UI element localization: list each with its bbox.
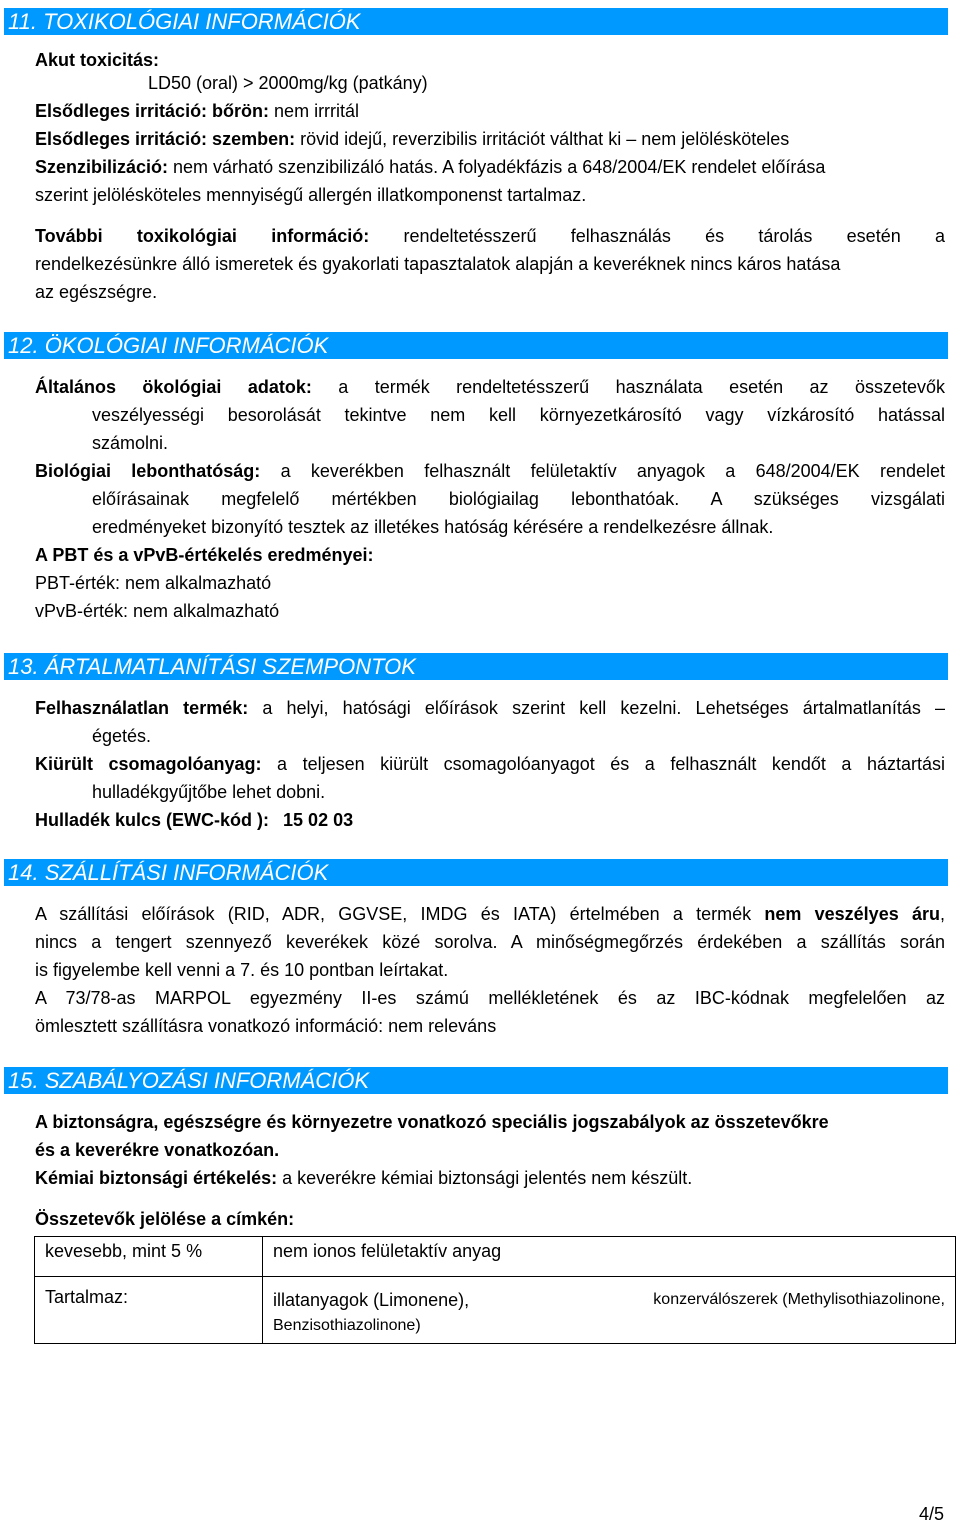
sensitization: Szenzibilizáció: nem várható szenzibilizáló hatás. A folyadékfázis a 648/2004/EK rendelet előírása: [35, 157, 826, 177]
components-table: [34, 1236, 956, 1344]
pbt-heading: A PBT és a vPvB-értékelés eredményei:: [35, 545, 374, 565]
table-row: [35, 1237, 956, 1277]
eye-irritation: Elsődleges irritáció: szemben: rövid idejű, reverzibilis irritációt válthat ki – nem jelölésköteles: [35, 129, 790, 149]
table-row: [35, 1277, 956, 1344]
transport-p1-line2: nincs a tengert szennyező keverékek közé sorolva. A minőségmegőrzés érdekében a szállítás során: [35, 932, 945, 952]
law-heading-line2: és a keverékre vonatkozóan.: [35, 1140, 280, 1160]
label-heading: Összetevők jelölése a címkén:: [35, 1209, 295, 1229]
vpvb-value: vPvB-érték: nem alkalmazható: [35, 601, 280, 621]
law-heading: A biztonságra, egészségre és környezetre vonatkozó speciális jogszabályok az összetevőkre: [35, 1112, 829, 1132]
table-cell: kevesebb, mint 5 %: [35, 1237, 263, 1277]
transport-p1-line3: is figyelembe kell venni a 7. és 10 pontban leírtakat.: [35, 960, 449, 980]
acute-toxicity-label: Akut toxicitás:: [35, 50, 160, 70]
biodegradability-line3: eredményeket bizonyító tesztek az illetékes hatóság kérésére a rendelkezésre állnak.: [92, 517, 774, 537]
further-tox-line2: rendelkezésünkre álló ismeretek és gyakorlati tapasztalatok alapján a keveréknek nincs káros hatása: [35, 254, 841, 274]
table-cell: nem ionos felületaktív anyag: [263, 1237, 956, 1277]
general-eco-line3: számolni.: [92, 433, 169, 453]
general-eco-line2: veszélyességi besorolását tekintve nem kell környezetkárosító vagy vízkárosító hatással: [92, 405, 945, 425]
biodegradability-line2: előírásainak megfelelő mértékben biológiailag lebonthatóak. A szükséges vizsgálati: [92, 489, 945, 509]
general-eco-data: Általános ökológiai adatok: a termék rendeltetésszerű használata esetén az összetevők: [35, 377, 945, 397]
table-cell: [263, 1277, 956, 1344]
unused-product: Felhasználatlan termék: a helyi, hatósági előírások szerint kell kezelni. Lehetséges ártalmatlanítás –: [35, 698, 945, 718]
transport-p2-line2: ömlesztett szállításra vonatkozó információ: nem releváns: [35, 1016, 497, 1036]
ingredients-preservatives: konzerválószerek (Methylisothiazolinone,: [653, 1291, 945, 1308]
section-15-header: 15. SZABÁLYOZÁSI INFORMÁCIÓK: [4, 1067, 948, 1094]
section-13-header: 13. ÁRTALMATLANÍTÁSI SZEMPONTOK: [4, 653, 948, 680]
chemical-safety-assessment: Kémiai biztonsági értékelés: a keverékre kémiai biztonsági jelentés nem készült.: [35, 1168, 693, 1188]
skin-irritation: Elsődleges irritáció: bőrön: nem irrritál: [35, 101, 360, 121]
page-number: 4/5: [918, 1504, 944, 1524]
unused-product-line2: égetés.: [92, 726, 152, 746]
sensitization-line2: szerint jelölésköteles mennyiségű allergén illatkomponenst tartalmaz.: [35, 185, 587, 205]
section-12-header: 12. ÖKOLÓGIAI INFORMÁCIÓK: [4, 332, 948, 359]
empty-packaging-line2: hulladékgyűjtőbe lehet dobni.: [92, 782, 326, 802]
ld50-value: LD50 (oral) > 2000mg/kg (patkány): [148, 73, 428, 93]
section-14-header: 14. SZÁLLÍTÁSI INFORMÁCIÓK: [4, 859, 948, 886]
transport-p2: A 73/78-as MARPOL egyezmény II-es számú mellékletének és az IBC-kódnak megfelelően az: [35, 988, 945, 1008]
table-cell: Tartalmaz:: [35, 1277, 263, 1344]
waste-code: Hulladék kulcs (EWC-kód ): 15 02 03: [35, 810, 354, 830]
ingredients-fragrances: illatanyagok (Limonene),: [273, 1290, 470, 1310]
ingredients-preservatives-line2: Benzisothiazolinone): [273, 1317, 421, 1334]
empty-packaging: Kiürült csomagolóanyag: a teljesen kiürült csomagolóanyagot és a felhasznált kendőt a háztartási: [35, 754, 945, 774]
section-11-header: 11. TOXIKOLÓGIAI INFORMÁCIÓK: [4, 8, 948, 35]
transport-p1: A szállítási előírások (RID, ADR, GGVSE, IMDG és IATA) értelmében a termék nem veszélyes áru,: [35, 904, 945, 924]
pbt-value: PBT-érték: nem alkalmazható: [35, 573, 272, 593]
further-tox-info: További toxikológiai információ: rendeltetésszerű felhasználás és tárolás esetén a: [35, 226, 945, 246]
further-tox-line3: az egészségre.: [35, 282, 158, 302]
biodegradability: Biológiai lebonthatóság: a keverékben felhasznált felületaktív anyagok a 648/2004/EK rendelet: [35, 461, 945, 481]
